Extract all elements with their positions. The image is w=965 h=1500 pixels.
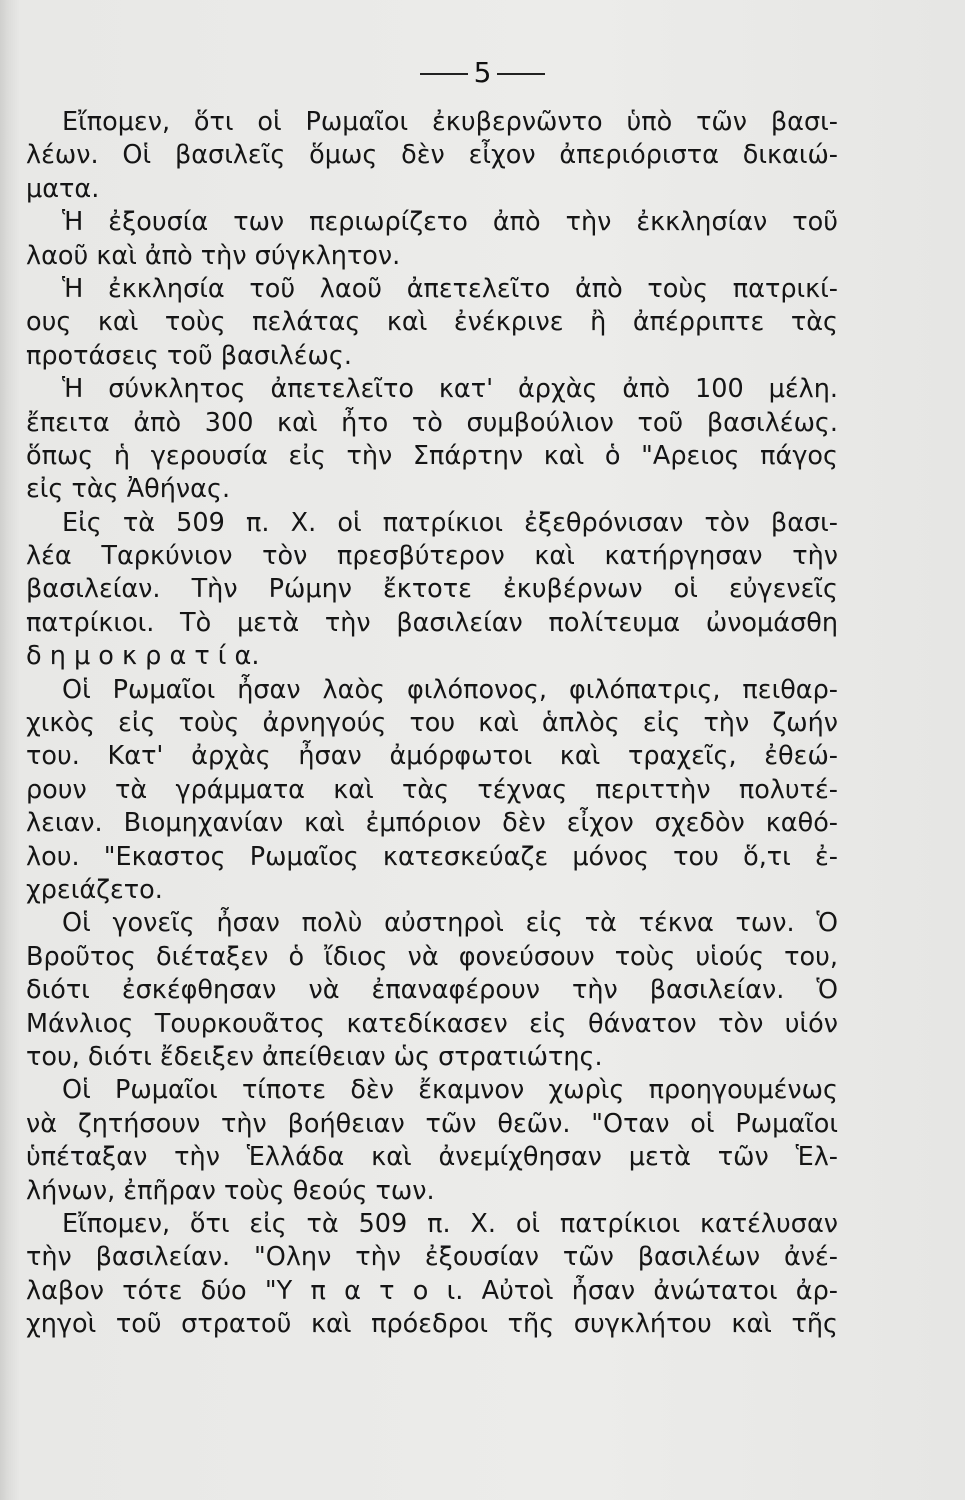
text-line: ὑπέταξαν τὴν Ἑλλάδα καὶ ἀνεμίχθησαν μετὰ τῶν Ἑλ-: [26, 1142, 838, 1173]
text-line: Εἰς τὰ 509 π. Χ. οἱ πατρίκιοι ἐξεθρόνισαν τὸν βασι-: [62, 507, 838, 538]
text-line: ματα.: [26, 173, 100, 204]
text-line: χρειάζετο.: [26, 874, 163, 905]
text-line: διότι ἐσκέφθησαν νὰ ἐπαναφέρουν τὴν βασιλείαν. Ὁ: [26, 975, 838, 1006]
text-line: Βροῦτος διέταξεν ὁ ἴδιος νὰ φονεύσουν τοὺς υἱούς του,: [26, 941, 838, 972]
text-line: του. Κατ' ἀρχὰς ἦσαν ἀμόρφωτοι καὶ τραχεῖς, ἐθεώ-: [26, 741, 838, 772]
text-line: Ἡ ἐξουσία των περιωρίζετο ἀπὸ τὴν ἐκκλησίαν τοῦ: [62, 207, 838, 238]
text-line: χηγοὶ τοῦ στρατοῦ καὶ πρόεδροι τῆς συγκλήτου καὶ τῆς: [26, 1309, 838, 1340]
text-line: Εἴπομεν, ὅτι εἰς τὰ 509 π. Χ. οἱ πατρίκιοι κατέλυσαν: [62, 1208, 838, 1239]
text-line: λαοῦ καὶ ἀπὸ τὴν σύγκλητον.: [26, 240, 401, 271]
page-number-value: 5: [473, 56, 492, 89]
text-line: Εἴπομεν, ὅτι οἱ Ρωμαῖοι ἐκυβερνῶντο ὑπὸ τῶν βασι-: [62, 107, 838, 137]
text-line: ἔπειτα ἀπὸ 300 καὶ ἦτο τὸ συμβούλιον τοῦ βασιλέως.: [26, 407, 838, 438]
text-line: χικὸς εἰς τοὺς ἀρνηγούς του καὶ ἁπλὸς εἰς τὴν ζωήν: [26, 708, 838, 739]
page-number: [0, 56, 965, 89]
page-number-dash-left: [420, 73, 468, 75]
text-line: Ἡ σύνκλητος ἀπετελεῖτο κατ' ἀρχὰς ἀπὸ 100 μέλη.: [62, 374, 838, 405]
text-line: εἰς τὰς Ἀθήνας.: [26, 474, 231, 505]
text-line: του, διότι ἔδειξεν ἀπείθειαν ὡς στρατιώτης.: [26, 1041, 603, 1072]
text-line: ὅπως ἡ γερουσία εἰς τὴν Σπάρτην καὶ ὁ "Αρειος πάγος: [26, 440, 838, 471]
text-line: λου. "Εκαστος Ρωμαῖος κατεσκεύαζε μόνος του ὅ,τι ἐ-: [26, 841, 838, 872]
text-line: δ η μ ο κ ρ α τ ί α.: [26, 641, 260, 672]
text-line: πατρίκιοι. Τὸ μετὰ τὴν βασιλείαν πολίτευμα ὠνομάσθη: [26, 607, 838, 638]
text-line: Ἡ ἐκκλησία τοῦ λαοῦ ἀπετελεῖτο ἀπὸ τοὺς πατρικί-: [62, 273, 838, 304]
text-line: λαβον τότε δύο "Υ π α τ ο ι. Αὐτοὶ ἦσαν ἀνώτατοι ἀρ-: [26, 1275, 838, 1306]
text-line: βασιλείαν. Τὴν Ρώμην ἔκτοτε ἐκυβέρνων οἱ εὐγενεῖς: [26, 574, 838, 605]
text-line: Οἱ Ρωμαῖοι τίποτε δὲν ἔκαμνον χωρὶς προηγουμένως: [62, 1075, 838, 1106]
text-line: λήνων, ἐπῆραν τοὺς θεούς των.: [26, 1175, 435, 1206]
page-number-dash-right: [497, 73, 545, 75]
text-line: προτάσεις τοῦ βασιλέως.: [26, 340, 352, 371]
text-line: νὰ ζητήσουν τὴν βοήθειαν τῶν θεῶν. "Οταν οἱ Ρωμαῖοι: [26, 1108, 838, 1139]
text-line: λέα Ταρκύνιον τὸν πρεσβύτερον καὶ κατήργησαν τὴν: [26, 541, 838, 572]
text-line: λειαν. Βιομηχανίαν καὶ ἐμπόριον δὲν εἶχον σχεδὸν καθό-: [26, 808, 838, 839]
text-line: ρουν τὰ γράμματα καὶ τὰς τέχνας περιττὴν πολυτέ-: [26, 774, 838, 805]
body-text: [26, 106, 838, 1341]
text-line: ους καὶ τοὺς πελάτας καὶ ἐνέκρινε ἢ ἀπέρριπτε τὰς: [26, 307, 838, 338]
text-line: Οἱ γονεῖς ἦσαν πολὺ αὐστηροὶ εἰς τὰ τέκνα των. Ὁ: [62, 908, 838, 939]
text-line: Οἱ Ρωμαῖοι ἦσαν λαὸς φιλόπονος, φιλόπατρις, πειθαρ-: [62, 674, 838, 705]
text-line: Μάνλιος Τουρκουᾶτος κατεδίκασεν εἰς θάνατον τὸν υἱόν: [26, 1008, 838, 1039]
text-line: λέων. Οἱ βασιλεῖς ὅμως δὲν εἶχον ἀπεριόριστα δικαιώ-: [26, 140, 838, 171]
text-line: τὴν βασιλείαν. "Ολην τὴν ἐξουσίαν τῶν βασιλέων ἀνέ-: [26, 1242, 838, 1273]
